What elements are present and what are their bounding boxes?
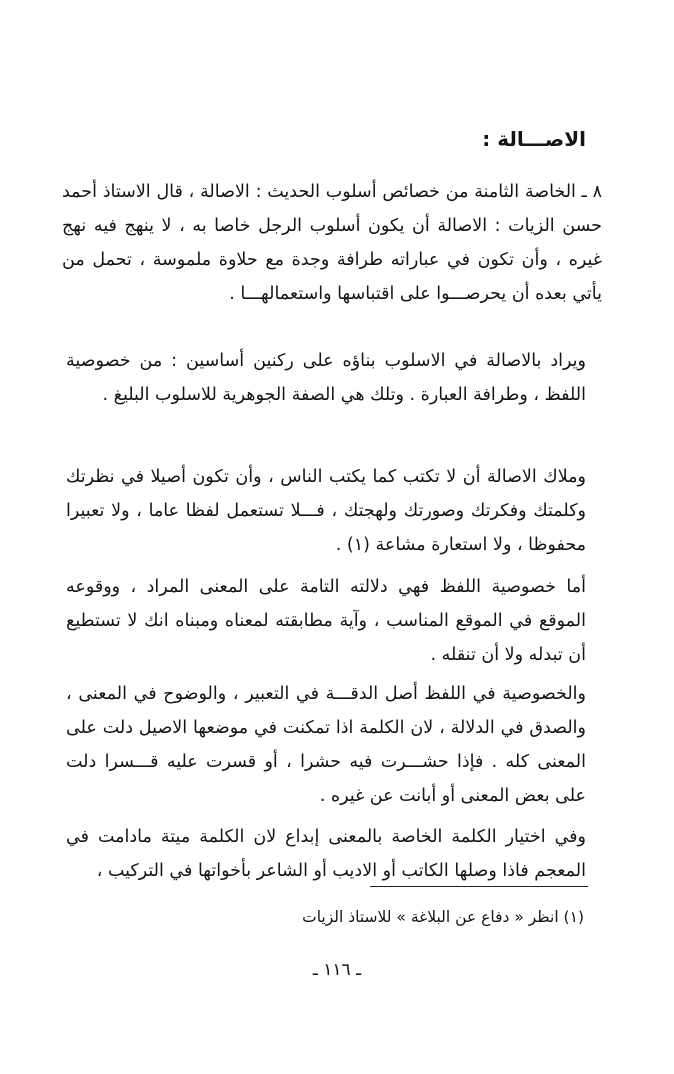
paragraph-5: والخصوصية في اللفظ أصل الدقـــة في التعبير ، والوضوح في المعنى ، والصدق في الدلالة ، لان الكلمة اذا تمكنت في موضعها الاصيل دلت على المعنى كله . فإذا حشـــرت فيه حشرا ، أو قسرت عليه قـــسرا دلت على بعض المعنى أو أبانت عن غيره .: [66, 684, 586, 806]
footnote: (١) انظر « دفاع عن البلاغة » للاستاذ الزيات: [302, 908, 584, 926]
page-number: ـ ١١٦ ـ: [312, 960, 362, 980]
paragraph-1: ٨ ـ الخاصة الثامنة من خصائص أسلوب الحديث : الاصالة ، قال الاستاذ أحمد حسن الزيات : الاصالة أن يكون أسلوب الرجل خاصا به ، لا ينهج فيه نهج غيره ، وأن تكون في عباراته طرافة وجدة مع حلاوة ملموسة ، تحمل من يأتي بعده أن يحرصـــوا على اقتباسها واستعمالهـــا .: [62, 182, 602, 304]
paragraph-2: ويراد بالاصالة في الاسلوب بناؤه على ركنين أساسين : من خصوصية اللفظ ، وطرافة العبارة . وتلك هي الصفة الجوهرية للاسلوب البليغ .: [66, 351, 586, 405]
paragraph-6: وفي اختيار الكلمة الخاصة بالمعنى إبداع لان الكلمة ميتة مادامت في المعجم فاذا وصلها الكاتب أو الاديب أو الشاعر بأخواتها في التركيب ،: [66, 827, 586, 881]
section-heading: الاصـــالة :: [482, 127, 586, 151]
paragraph-3: وملاك الاصالة أن لا تكتب كما يكتب الناس ، وأن تكون أصيلا في نظرتك وكلمتك وفكرتك وصورتك ولهجتك ، فـــلا تستعمل لفظا عاما ، ولا تعبيرا محفوظا ، ولا استعارة مشاعة (١) .: [66, 467, 586, 555]
paragraph-4: أما خصوصية اللفظ فهي دلالته التامة على المعنى المراد ، ووقوعه الموقع في الموقع المناسب ، وآية مطابقته لمعناه ومبناه انك لا تستطيع أن تبدله ولا أن تنقله .: [66, 577, 586, 665]
footnote-divider: [370, 886, 588, 887]
